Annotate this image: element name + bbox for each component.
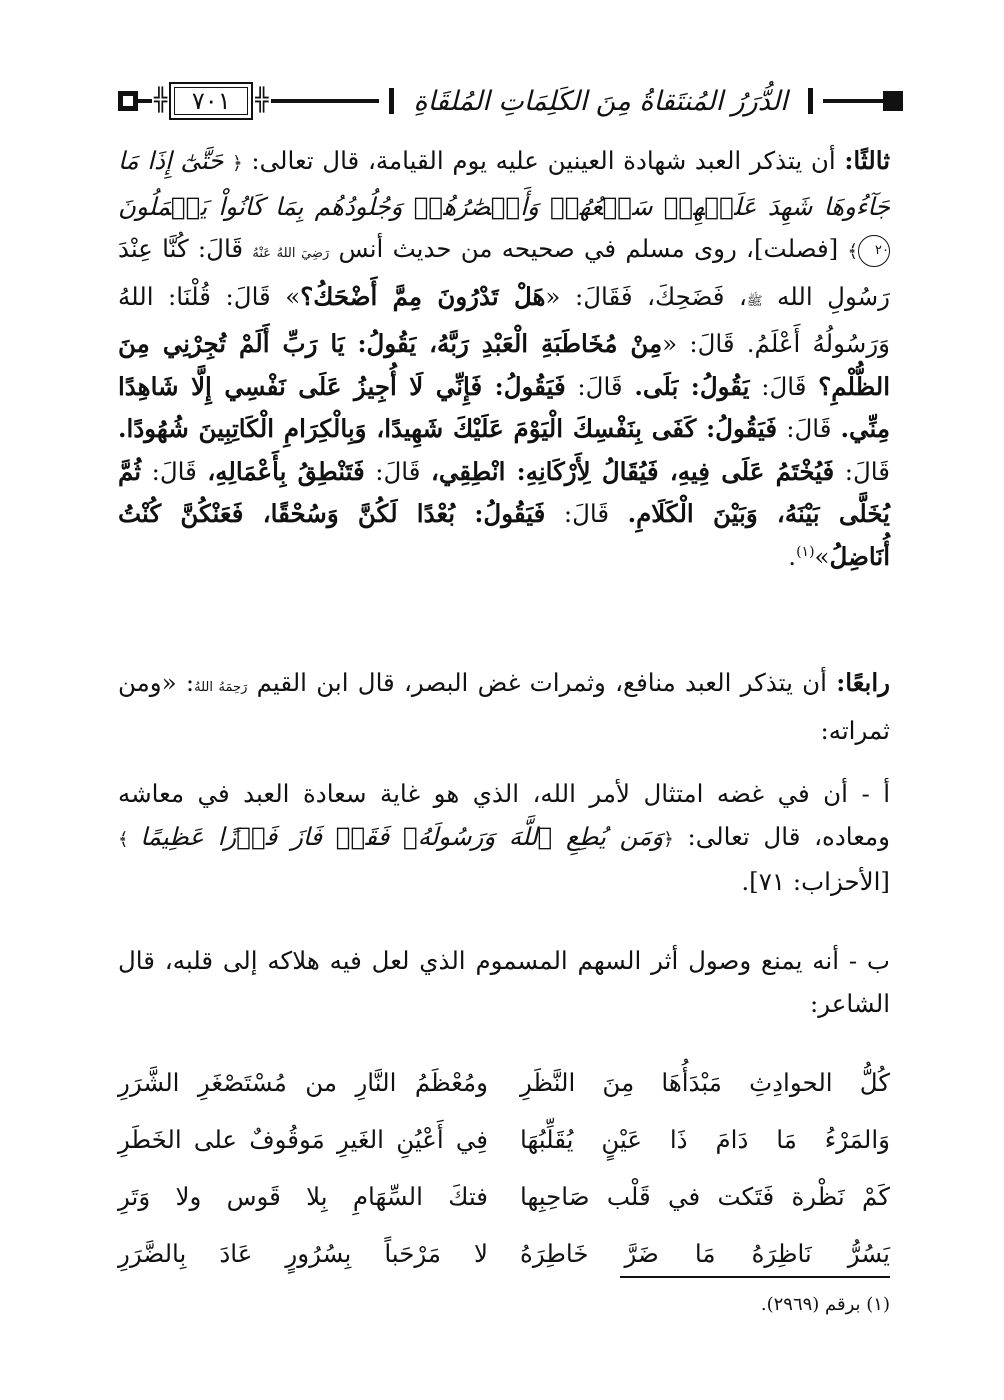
hadith-quote: فَيَقُولُ: بُعْدًا لَكُنَّ وَسُحْقًا، فَعَنْكُنَّ كُنْتُ أُنَاضِلُ — [118, 499, 890, 571]
header-bar — [808, 88, 813, 114]
quran-bracket-close: ﴾ — [118, 828, 141, 850]
poem — [118, 1054, 890, 1282]
section-label: رابعًا: — [836, 668, 890, 697]
verse-citation: [الأحزاب: ٧١]. — [741, 867, 890, 896]
book-title: الدُّرَرُ المُنتَقاةُ مِنَ الكَلِمَاتِ المُلقَاةِ — [413, 85, 788, 117]
hadith-quote: فَتَنْطِقُ بِأَعْمَالِهِ، — [207, 456, 365, 486]
section-b — [118, 940, 890, 1025]
header-rule — [823, 99, 883, 103]
paragraph: ب - أنه يمنع وصول أثر السهم المسموم الذي لعل فيه هلاكه إلى قلبه، قال الشاعر: — [118, 946, 890, 1018]
paragraph: ثالثًا: أن يتذكر العبد شهادة العينين عليه يوم القيامة، قال تعالى: ﴿ حَتَّىٰٓ إِذَا مَا جَآءُوهَا شَهِدَ عَلَيۡهِمۡ سَمۡعُهُمۡ وَأَبۡصَٰرُهُمۡ وَجُلُودُهُم بِمَا كَانُواْ يَعۡمَلُونَ ٢٠﴾ [فصلت]، روى مسلم في صحيحه من حديث أنس رَضِيَ اللهُ عَنْهُ قَالَ: كُنَّا عِنْدَ رَسُولِ الله ﷺ، فَضَحِكَ، فَقَالَ: «هَلْ تَدْرُونَ مِمَّ أَضْحَكُ؟» قَالَ: قُلْنَا: اللهُ وَرَسُولُهُ أَعْلَمُ. قَالَ: «مِنْ مُخَاطَبَةِ الْعَبْدِ رَبَّهُ، يَقُولُ: يَا رَبِّ أَلَمْ تُجِرْنِي مِنَ الظُّلْمِ؟ قَالَ: يَقُولُ: بَلَى. قَالَ: فَيَقُولُ: فَإِنِّي لَا أُجِيزُ عَلَى نَفْسِي إِلَّا شَاهِدًا مِنِّي. قَالَ: فَيَقُولُ: كَفَى بِنَفْسِكَ الْيَوْمَ عَلَيْكَ شَهِيدًا، وَبِالْكِرَامِ الْكَاتِبِينَ شُهُودًا. قَالَ: فَيُخْتَمُ عَلَى فِيهِ، فَيُقَالُ لِأَرْكَانِهِ: انْطِقِي، قَالَ: فَتَنْطِقُ بِأَعْمَالِهِ، قَالَ: ثُمَّ يُخَلَّى بَيْنَهُ، وَبَيْنَ الْكَلَامِ. قَالَ: فَيَقُولُ: بُعْدًا لَكُنَّ وَسُحْقًا، فَعَنْكُنَّ كُنْتُ أُنَاضِلُ»$^{(١)}$. — [118, 146, 891, 571]
header-fret-ornament: ╬ — [154, 88, 168, 113]
header-square-ornament-right — [883, 91, 903, 111]
quran-bracket-close: ﴾ — [847, 241, 859, 262]
header-rule — [138, 99, 152, 103]
section-fourth — [118, 662, 890, 752]
poem-first-hemistich: وَالمَرْءُ مَا دَامَ ذَا عَيْنٍ يُقَلِّبُهَا — [520, 1125, 890, 1154]
poem-first-hemistich: كَمْ نَظْرة فَتَكت في قَلْب صَاحِبِها — [520, 1182, 890, 1211]
poem-verse — [118, 1225, 890, 1282]
quran-bracket-open: ﴿ — [232, 153, 243, 174]
poem-first-hemistich: كُلُّ الحوادِثِ مَبْدَأُهَا مِنَ النَّظَرِ — [520, 1068, 890, 1097]
page-number: ٧٠١ — [191, 87, 231, 115]
poem-verse — [118, 1168, 890, 1225]
hadith-narration: كُنَّا عِنْدَ رَسُولِ الله — [118, 234, 890, 311]
poem-verse — [118, 1054, 890, 1111]
hadith-quote: ثُمَّ يُخَلَّى بَيْنَهُ، وَبَيْنَ الْكَلَامِ. — [118, 456, 890, 528]
page-number-box — [169, 82, 253, 120]
honorific-glyph: رَضِيَ اللهُ عَنْهُ — [252, 246, 330, 261]
header-bar — [389, 88, 394, 114]
hadith-quote: يَقُولُ: بَلَى. — [634, 371, 750, 401]
poem-second-hemistich: فِي أَعْيُنِ الغَيرِ مَوقُوفٌ على الخَطَرِ — [118, 1125, 488, 1154]
salutation-glyph: ﷺ — [746, 293, 763, 309]
quran-verse: وَمَن يُطِعِ ٱللَّهَ وَرَسُولَهُۥ فَقَدۡ فَازَ فَوۡزًا عَظِيمًا — [140, 821, 664, 851]
footnote-separator — [620, 1276, 890, 1278]
poem-second-hemistich: ومُعْظَمُ النَّارِ من مُسْتَصْغَرِ الشَّرَرِ — [118, 1068, 488, 1097]
section-a — [118, 773, 890, 904]
footnote-reference: (١) — [796, 543, 815, 560]
hadith-quote: فَيُخْتَمُ عَلَى فِيهِ، فَيُقَالُ لِأَرْكَانِهِ: انْطِقِي، — [430, 456, 835, 486]
quran-bracket-open: ﴿ — [663, 828, 674, 850]
header-square-ornament-left — [118, 91, 138, 111]
poem-first-hemistich: يَسُرُّ نَاظِرَهُ مَا ضَرَّ خَاطِرَهُ — [520, 1239, 890, 1268]
hadith-quote: فَيَقُولُ: كَفَى بِنَفْسِكَ الْيَوْمَ عَلَيْكَ شَهِيدًا، وَبِالْكِرَامِ الْكَاتِبِينَ شُهُودًا. — [118, 414, 778, 443]
hadith-quote: مِنْ مُخَاطَبَةِ الْعَبْدِ رَبَّهُ، يَقُولُ: يَا رَبِّ أَلَمْ تُجِرْنِي مِنَ الظُّلْمِ؟ — [118, 329, 891, 401]
honorific-glyph: رَحِمَهُ اللهُ — [194, 680, 248, 695]
header-fret-ornament: ╬ — [255, 88, 269, 113]
footnote: (١) برقم (٢٩٦٩). — [760, 1294, 890, 1315]
section-third — [118, 140, 890, 578]
paragraph: رابعًا: أن يتذكر العبد منافع، وثمرات غض البصر، قال ابن القيم رَحِمَهُ اللهُ: «ومن ثمراته: — [118, 668, 890, 745]
poem-second-hemistich: فتكَ السِّهَامِ بِلا قَوس ولا وَتَرِ — [118, 1182, 488, 1211]
hadith-quote: هَلْ تَدْرُونَ مِمَّ أَضْحَكُ؟ — [300, 281, 546, 311]
header-rule — [271, 99, 379, 103]
verse-number-icon: ٢٠ — [858, 235, 890, 267]
quran-verse: حَتَّىٰٓ إِذَا مَا جَآءُوهَا شَهِدَ عَلَيۡهِمۡ سَمۡعُهُمۡ وَأَبۡصَٰرُهُمۡ وَجُلُودُهُم بِمَا كَانُواْ يَعۡمَلُونَ — [118, 146, 890, 221]
poem-verse — [118, 1111, 890, 1168]
section-label: ثالثًا: — [844, 146, 891, 175]
paragraph: أ - أن في غضه امتثال لأمر الله، الذي هو غاية سعادة العبد في معاشه ومعاده، قال تعالى: ﴿وَمَن يُطِعِ ٱللَّهَ وَرَسُولَهُۥ فَقَدۡ فَازَ فَوۡزًا عَظِيمًا ﴾ [الأحزاب: ٧١]. — [118, 779, 890, 896]
page-header — [118, 78, 890, 124]
hadith-quote: فَيَقُولُ: فَإِنِّي لَا أُجِيزُ عَلَى نَفْسِي إِلَّا شَاهِدًا مِنِّي. — [118, 371, 890, 443]
poem-second-hemistich: لا مَرْحَباً بِسُرُورٍ عَادَ بِالضَّرَرِ — [118, 1239, 488, 1268]
